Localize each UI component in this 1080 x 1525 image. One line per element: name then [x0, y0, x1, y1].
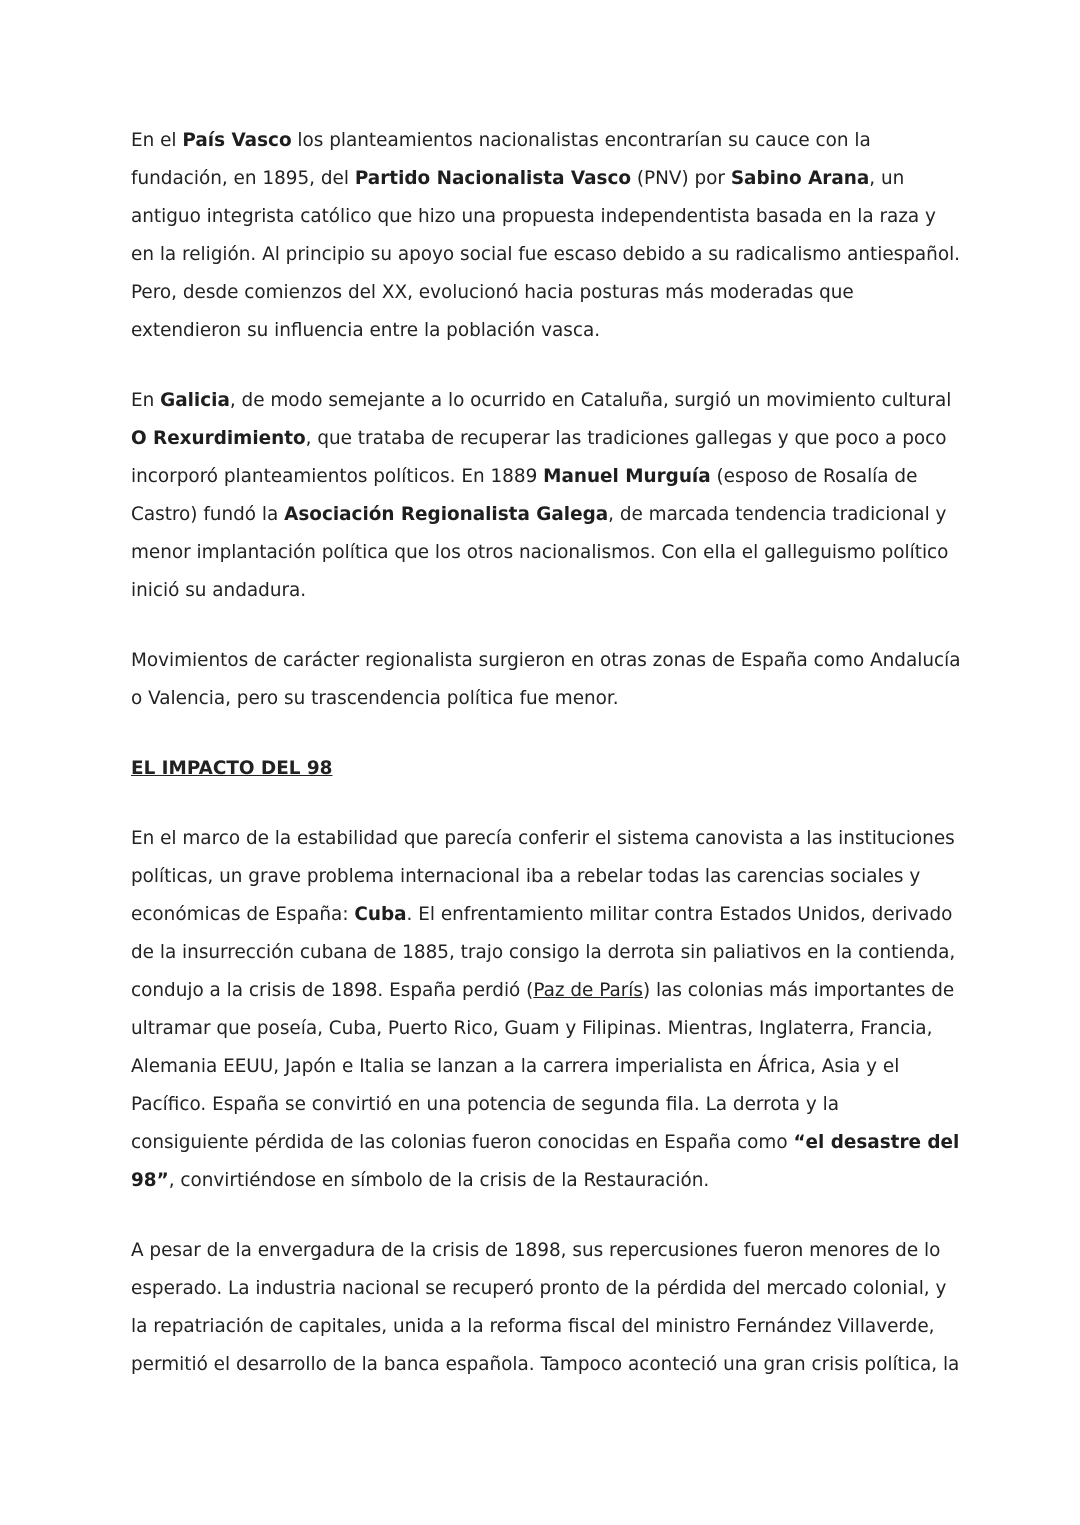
paragraph-otros-movimientos — [131, 642, 961, 718]
text-run: , que trataba de recuperar las tradiciones gallegas y que poco a poco incorporó planteamientos políticos. En 1889 — [131, 428, 947, 487]
bold-term-pnv: Partido Nacionalista Vasco — [354, 168, 631, 189]
text-run: En el — [131, 130, 183, 151]
underlined-term-paz-de-paris: Paz de París — [533, 980, 643, 1001]
text-run: los planteamientos nacionalistas encontrarían su cauce con la fundación, en 1895, del — [131, 130, 871, 189]
bold-term-cuba: Cuba — [354, 904, 407, 925]
bold-term-galicia: Galicia — [160, 390, 230, 411]
text-run: (PNV) por — [631, 168, 731, 189]
paragraph-cuba — [131, 820, 961, 1200]
section-heading: EL IMPACTO DEL 98 — [131, 758, 333, 779]
text-run: En — [131, 390, 161, 411]
text-run: . El enfrentamiento militar contra Estados Unidos, derivado de la insurrección cubana de 1885, trajo consigo la derrota sin paliativos en la contienda, condujo a la crisis de 1898. España perdió ( — [131, 904, 956, 1001]
document-page — [131, 122, 961, 1416]
text-run: , un antiguo integrista católico que hizo una propuesta independentista basada en la raza y en la religión. Al principio su apoyo social fue escaso debido a su radicalismo antiespañol. Pero, desde comienzos del XX, evolucionó hacia posturas más moderadas que extendieron su influencia entre la población vasca. — [131, 168, 961, 341]
bold-term-sabino-arana: Sabino Arana — [730, 168, 870, 189]
bold-term-desastre-98: “el desastre del 98” — [131, 1132, 960, 1191]
text-run: Movimientos de carácter regionalista surgieron en otras zonas de España como Andalucía o Valencia, pero su trascendencia política fue menor. — [131, 650, 961, 709]
text-run: En el marco de la estabilidad que parecía conferir el sistema canovista a las instituciones políticas, un grave problema internacional iba a rebelar todas las carencias sociales y económicas de España: — [131, 828, 955, 925]
text-run: , de modo semejante a lo ocurrido en Cataluña, surgió un movimiento cultural — [229, 390, 952, 411]
text-run: A pesar de la envergadura de la crisis de 1898, sus repercusiones fueron menores de lo esperado. La industria nacional se recuperó pronto de la pérdida del mercado colonial, y la repatriación de capitales, unida a la reforma fiscal del ministro Fernández Villaverde, permitió el desarrollo de la banca española. Tampoco aconteció una gran crisis política, la — [131, 1240, 960, 1375]
text-run: , convirtiéndose en símbolo de la crisis de la Restauración. — [168, 1170, 710, 1191]
paragraph-galicia — [131, 382, 961, 610]
bold-term-pais-vasco: País Vasco — [182, 130, 292, 151]
paragraph-pais-vasco — [131, 122, 961, 350]
bold-term-asociacion: Asociación Regionalista Galega — [284, 504, 609, 525]
bold-term-murguia: Manuel Murguía — [543, 466, 711, 487]
bold-term-rexurdimiento: O Rexurdimiento — [131, 428, 306, 449]
text-run: , de marcada tendencia tradicional y menor implantación política que los otros nacionalismos. Con ella el galleguismo político inició su andadura. — [131, 504, 949, 601]
text-run: ) las colonias más importantes de ultramar que poseía, Cuba, Puerto Rico, Guam y Filipinas. Mientras, Inglaterra, Francia, Alemania EEUU, Japón e Italia se lanzan a la carrera imperialista en África, Asia y el Pacífico. España se convirtió en una potencia de segunda fila. La derrota y la consiguiente pérdida de las colonias fueron conocidas en España como — [131, 980, 955, 1153]
paragraph-repercusiones — [131, 1232, 961, 1384]
text-run: (esposo de Rosalía de Castro) fundó la — [131, 466, 918, 525]
